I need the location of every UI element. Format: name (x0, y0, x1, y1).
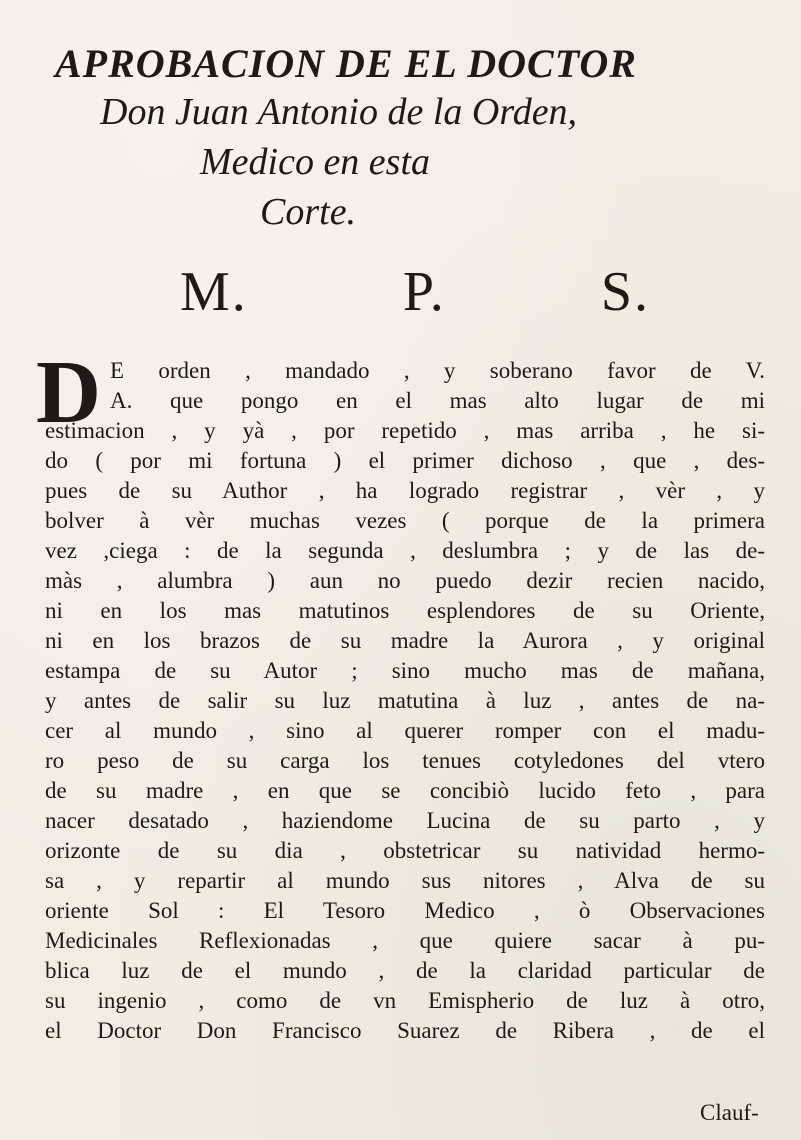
text-line: su ingenio , como de vn Emispherio de luz à otro, (45, 988, 765, 1013)
text-line: sa , y repartir al mundo sus nitores , Alva de su (45, 868, 765, 893)
salutation-m: M. (180, 261, 248, 323)
text-line: pues de su Author , ha logrado registrar , vèr , y (45, 478, 765, 503)
text-line: y antes de salir su luz matutina à luz , antes de na- (45, 688, 765, 713)
text-line: oriente Sol : El Tesoro Medico , ò Observaciones (45, 898, 765, 923)
text-line: cer al mundo , sino al querer romper con el madu- (45, 718, 765, 743)
salutation-s: S. (600, 261, 650, 323)
page-title: APROBACION DE EL DOCTOR (55, 41, 637, 86)
text-line: màs , alumbra ) aun no puedo dezir recien nacido, (45, 568, 765, 593)
text-line: el Doctor Don Francisco Suarez de Ribera , de el (45, 1018, 765, 1043)
text-line: de su madre , en que se concibiò lucido feto , para (45, 778, 765, 803)
text-line: E orden , mandado , y soberano favor de V. (110, 358, 765, 383)
text-line: A. que pongo en el mas alto lugar de mi (110, 388, 765, 413)
text-line: blica luz de el mundo , de la claridad particular de (45, 958, 765, 983)
text-line: vez ,ciega : de la segunda , deslumbra ; y de las de- (45, 538, 765, 563)
text-line: do ( por mi fortuna ) el primer dichoso , que , des- (45, 448, 765, 473)
text-line: ni en los brazos de su madre la Aurora , y original (45, 628, 765, 653)
text-line: Medicinales Reflexionadas , que quiere sacar à pu- (45, 928, 765, 953)
text-line: bolver à vèr muchas vezes ( porque de la primera (45, 508, 765, 533)
salutation-p: P. (402, 261, 446, 323)
text-line: estimacion , y yà , por repetido , mas arriba , he si- (45, 418, 765, 443)
text-line: ro peso de su carga los tenues cotyledones del vtero (45, 748, 765, 773)
text-line: nacer desatado , haziendome Lucina de su parto , y (45, 808, 765, 833)
text-line: estampa de su Autor ; sino mucho mas de mañana, (45, 658, 765, 683)
subtitle-line-3: Corte. (260, 191, 357, 233)
text-line: ni en los mas matutinos esplendores de su Oriente, (45, 598, 765, 623)
text-line: orizonte de su dia , obstetricar su natividad hermo- (45, 838, 765, 863)
drop-cap: D (36, 343, 101, 442)
subtitle-line-1: Don Juan Antonio de la Orden, (100, 91, 578, 133)
catchword: Clauf- (700, 1100, 759, 1125)
subtitle-line-2: Medico en esta (200, 141, 431, 183)
